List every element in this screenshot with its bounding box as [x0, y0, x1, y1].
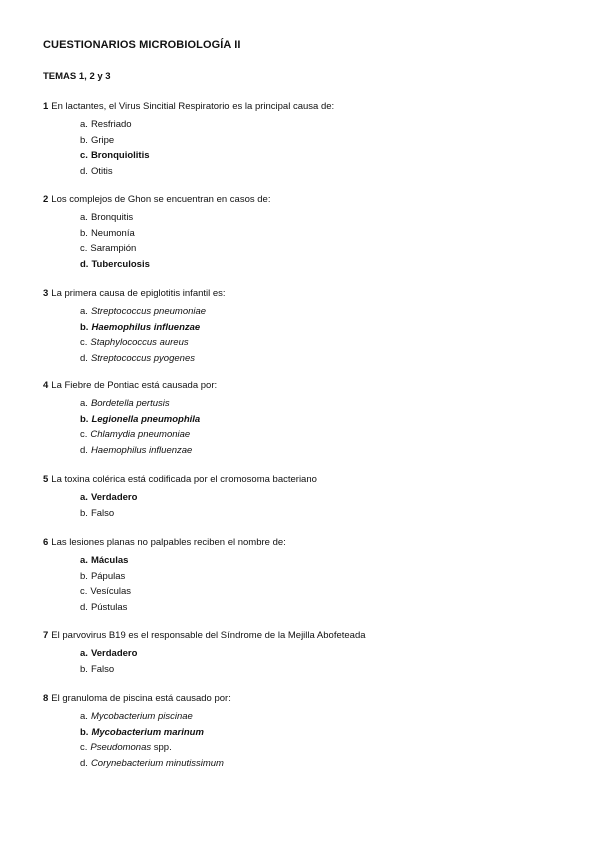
option-letter: d. — [80, 165, 88, 177]
option-letter: b. — [80, 413, 89, 425]
answer-option — [80, 740, 583, 756]
option-text: Haemophilus influenzae — [90, 444, 193, 456]
option-text: Pústulas — [90, 601, 128, 613]
question-6 — [43, 537, 583, 615]
correct-answer-option — [80, 412, 583, 428]
question-3 — [43, 288, 583, 366]
option-text: Verdadero — [90, 492, 138, 503]
option-letter: b. — [80, 663, 88, 675]
answer-option — [80, 756, 583, 772]
question-prompt: Las lesiones planas no palpables reciben el nombre de: — [51, 537, 286, 548]
answer-option — [80, 600, 583, 616]
question-1 — [43, 101, 583, 179]
option-text: Corynebacterium minutissimum — [90, 757, 224, 769]
answer-option — [80, 164, 583, 180]
question-text — [43, 630, 583, 642]
option-text: Legionella pneumophila — [91, 413, 201, 425]
option-text: Streptococcus pyogenes — [90, 352, 195, 364]
answer-option — [80, 427, 583, 443]
correct-answer-option — [80, 257, 583, 273]
answer-option — [80, 662, 583, 678]
option-text: Neumonía — [90, 227, 135, 239]
option-list — [43, 117, 583, 179]
answer-option — [80, 506, 583, 522]
option-letter: a. — [80, 711, 88, 722]
option-letter: c. — [80, 742, 88, 754]
option-letter: a. — [80, 306, 88, 317]
correct-answer-option — [80, 148, 583, 164]
option-text: Streptococcus pneumoniae — [90, 306, 207, 317]
option-text: Falso — [90, 507, 115, 519]
question-number: 1 — [43, 101, 49, 112]
question-2 — [43, 194, 583, 272]
option-letter: b. — [80, 134, 88, 146]
option-letter: d. — [80, 352, 88, 364]
option-text: Pápulas — [90, 570, 126, 582]
option-list — [43, 490, 583, 521]
question-number: 6 — [43, 537, 49, 548]
option-text: Mycobacterium marinum — [91, 726, 204, 738]
question-4 — [43, 380, 583, 458]
correct-answer-option — [80, 553, 583, 569]
option-letter: a. — [80, 398, 88, 409]
correct-answer-option — [80, 490, 583, 506]
correct-answer-option — [80, 320, 583, 336]
option-text: Mycobacterium piscinae — [90, 711, 193, 722]
option-text: Otitis — [90, 165, 113, 177]
answer-option — [80, 569, 583, 585]
option-letter: c. — [80, 150, 88, 162]
option-text: Resfriado — [90, 119, 132, 130]
question-number: 5 — [43, 474, 49, 485]
option-letter: c. — [80, 429, 88, 441]
option-letter: d. — [80, 601, 88, 613]
option-text: Verdadero — [90, 648, 138, 659]
option-letter: a. — [80, 648, 88, 659]
option-text: Staphylococcus aureus — [90, 337, 189, 349]
option-letter: a. — [80, 212, 88, 223]
question-number: 3 — [43, 288, 49, 299]
option-list — [43, 553, 583, 615]
question-text — [43, 380, 583, 392]
question-prompt: La toxina colérica está codificada por el cromosoma bacteriano — [51, 474, 317, 485]
option-text: Tuberculosis — [91, 258, 150, 270]
answer-option — [80, 117, 583, 133]
option-letter: b. — [80, 726, 89, 738]
option-text: Falso — [90, 663, 115, 675]
answer-option — [80, 241, 583, 257]
question-text — [43, 288, 583, 300]
option-list — [43, 646, 583, 677]
option-letter: a. — [80, 119, 88, 130]
answer-option — [80, 351, 583, 367]
option-text: Bronquiolitis — [90, 150, 150, 162]
option-letter: b. — [80, 570, 88, 582]
option-letter: b. — [80, 321, 89, 333]
option-letter: c. — [80, 337, 88, 349]
option-text: Bronquitis — [90, 212, 134, 223]
option-list — [43, 709, 583, 771]
option-letter: d. — [80, 757, 88, 769]
option-list — [43, 396, 583, 458]
question-text — [43, 194, 583, 206]
option-list — [43, 304, 583, 366]
option-text: Gripe — [90, 134, 115, 146]
question-text — [43, 693, 583, 705]
question-text — [43, 101, 583, 113]
correct-answer-option — [80, 646, 583, 662]
answer-option — [80, 396, 583, 412]
question-7 — [43, 630, 583, 677]
answer-option — [80, 210, 583, 226]
page-title: CUESTIONARIOS MICROBIOLOGÍA II — [43, 39, 241, 51]
question-prompt: El parvovirus B19 es el responsable del Síndrome de la Mejilla Abofeteada — [51, 630, 366, 641]
option-letter: b. — [80, 227, 88, 239]
section-subtitle: TEMAS 1, 2 y 3 — [43, 71, 111, 82]
option-letter: d. — [80, 444, 88, 456]
option-letter: c. — [80, 243, 88, 255]
option-text: Pseudomonas — [90, 742, 152, 754]
option-letter: a. — [80, 555, 88, 566]
question-number: 8 — [43, 693, 49, 704]
question-8 — [43, 693, 583, 771]
option-text: Bordetella pertusis — [90, 398, 170, 409]
option-text: Chlamydia pneumoniae — [90, 429, 191, 441]
answer-option — [80, 335, 583, 351]
correct-answer-option — [80, 725, 583, 741]
question-text — [43, 537, 583, 549]
question-prompt: La Fiebre de Pontiac está causada por: — [51, 380, 218, 391]
question-number: 7 — [43, 630, 49, 641]
option-letter: c. — [80, 586, 88, 598]
option-suffix: spp. — [151, 742, 172, 754]
option-list — [43, 210, 583, 272]
answer-option — [80, 709, 583, 725]
option-text: Máculas — [90, 555, 129, 566]
question-number: 4 — [43, 380, 49, 391]
question-prompt: En lactantes, el Virus Sincitial Respiratorio es la principal causa de: — [51, 101, 335, 112]
question-prompt: El granuloma de piscina está causado por: — [51, 693, 231, 704]
question-5 — [43, 474, 583, 521]
answer-option — [80, 584, 583, 600]
option-letter: b. — [80, 507, 88, 519]
option-text: Vesículas — [90, 586, 132, 598]
answer-option — [80, 443, 583, 459]
option-text: Haemophilus influenzae — [91, 321, 201, 333]
option-text: Sarampión — [90, 243, 137, 255]
question-text — [43, 474, 583, 486]
option-letter: a. — [80, 492, 88, 503]
answer-option — [80, 133, 583, 149]
answer-option — [80, 304, 583, 320]
question-prompt: La primera causa de epiglotitis infantil es: — [51, 288, 226, 299]
question-prompt: Los complejos de Ghon se encuentran en casos de: — [51, 194, 271, 205]
question-number: 2 — [43, 194, 49, 205]
option-letter: d. — [80, 258, 89, 270]
answer-option — [80, 226, 583, 242]
